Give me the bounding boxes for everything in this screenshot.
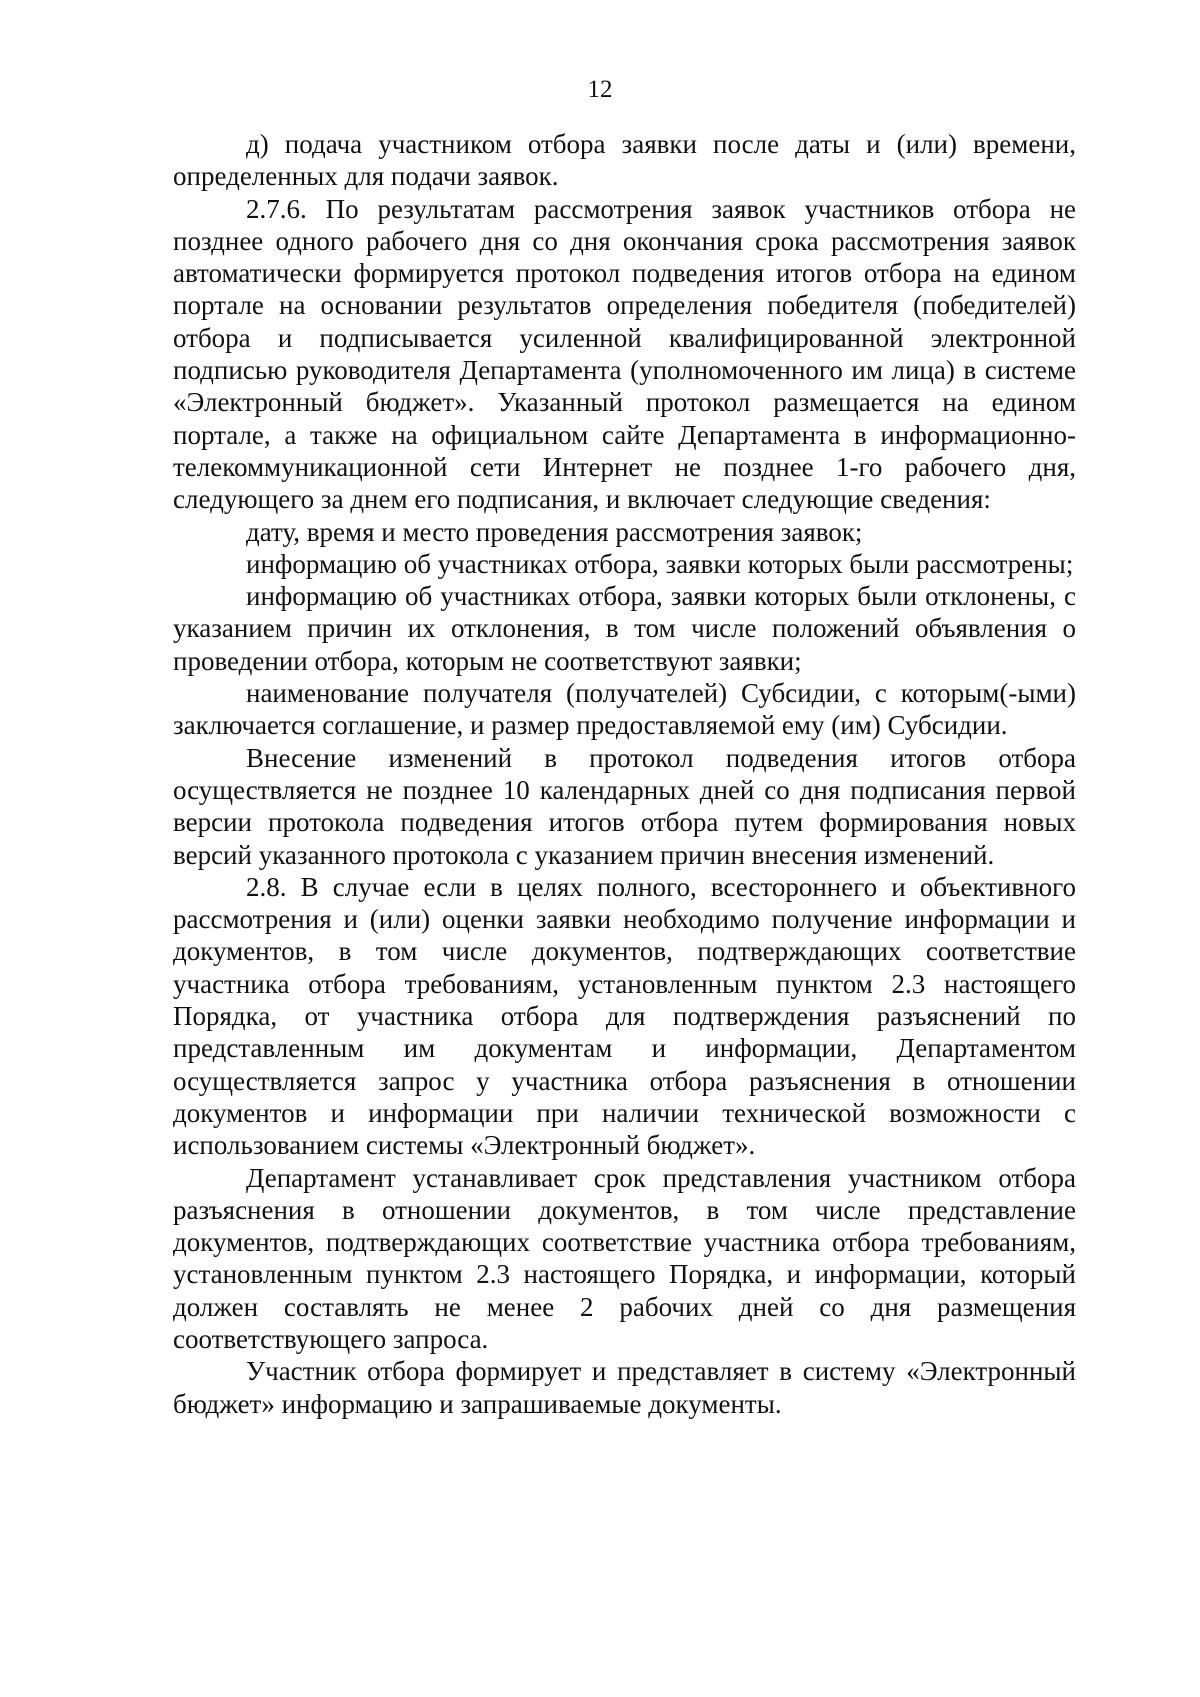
paragraph-d-late-submission: д) подача участником отбора заявки после даты и (или) времени, определенных для подачи заявок.: [173, 129, 1076, 192]
paragraph-protocol-changes: Внесение изменений в протокол подведения итогов отбора осуществляется не позднее 10 календарных дней со дня подписания первой версии протокола подведения итогов отбора путем формирования новых версий указанного протокола с указанием причин внесения изменений.: [173, 742, 1076, 870]
document-body: [173, 128, 1076, 1420]
paragraph-clarification-deadline: Департамент устанавливает срок представления участником отбора разъяснения в отношении документов, в том числе представление документов, подтверждающих соответствие участника отбора требованиям, установленным пунктом 2.3 настоящего Порядка, и информации, который должен составлять не менее 2 рабочих дней со дня размещения соответствующего запроса.: [173, 1162, 1076, 1354]
paragraph-date-time-place: дату, время и место проведения рассмотрения заявок;: [246, 516, 863, 547]
paragraph-rejected-participants: информацию об участниках отбора, заявки которых были отклонены, с указанием причин их отклонения, в том числе положений объявления о проведении отбора, которым не соответствуют заявки;: [173, 581, 1076, 676]
paragraph-reviewed-participants: информацию об участниках отбора, заявки которых были рассмотрены;: [246, 548, 1074, 579]
paragraph-recipient-name: наименование получателя (получателей) Субсидии, с которым(-ыми) заключается соглашение, и размер предоставляемой ему (им) Субсидии.: [173, 678, 1076, 741]
page-number: 12: [587, 76, 613, 103]
paragraph-2-7-6-protocol: 2.7.6. По результатам рассмотрения заявок участников отбора не позднее одного рабочего дня со дня окончания срока рассмотрения заявок автоматически формируется протокол подведения итогов отбора на едином портале на основании результатов определения победителя (победителей) отбора и подписывается усиленной квалифицированной электронной подписью руководителя Департамента (уполномоченного им лица) в системе «Электронный бюджет». Указанный протокол размещается на едином портале, а также на официальном сайте Департамента в информационно-телекоммуникационной сети Интернет не позднее 1-го рабочего дня, следующего за днем его подписания, и включает следующие сведения:: [173, 193, 1076, 515]
paragraph-2-8-clarification-request: 2.8. В случае если в целях полного, всестороннего и объективного рассмотрения и (или) оценки заявки необходимо получение информации и документов, в том числе документов, подтверждающих соответствие участника отбора требованиям, установленным пунктом 2.3 настоящего Порядка, от участника отбора для подтверждения разъяснений по представленным им документам и информации, Департаментом осуществляется запрос у участника отбора разъяснения в отношении документов и информации при наличии технической возможности с использованием системы «Электронный бюджет».: [173, 871, 1076, 1161]
paragraph-participant-submission: Участник отбора формирует и представляет в систему «Электронный бюджет» информацию и запрашиваемые документы.: [173, 1356, 1076, 1419]
